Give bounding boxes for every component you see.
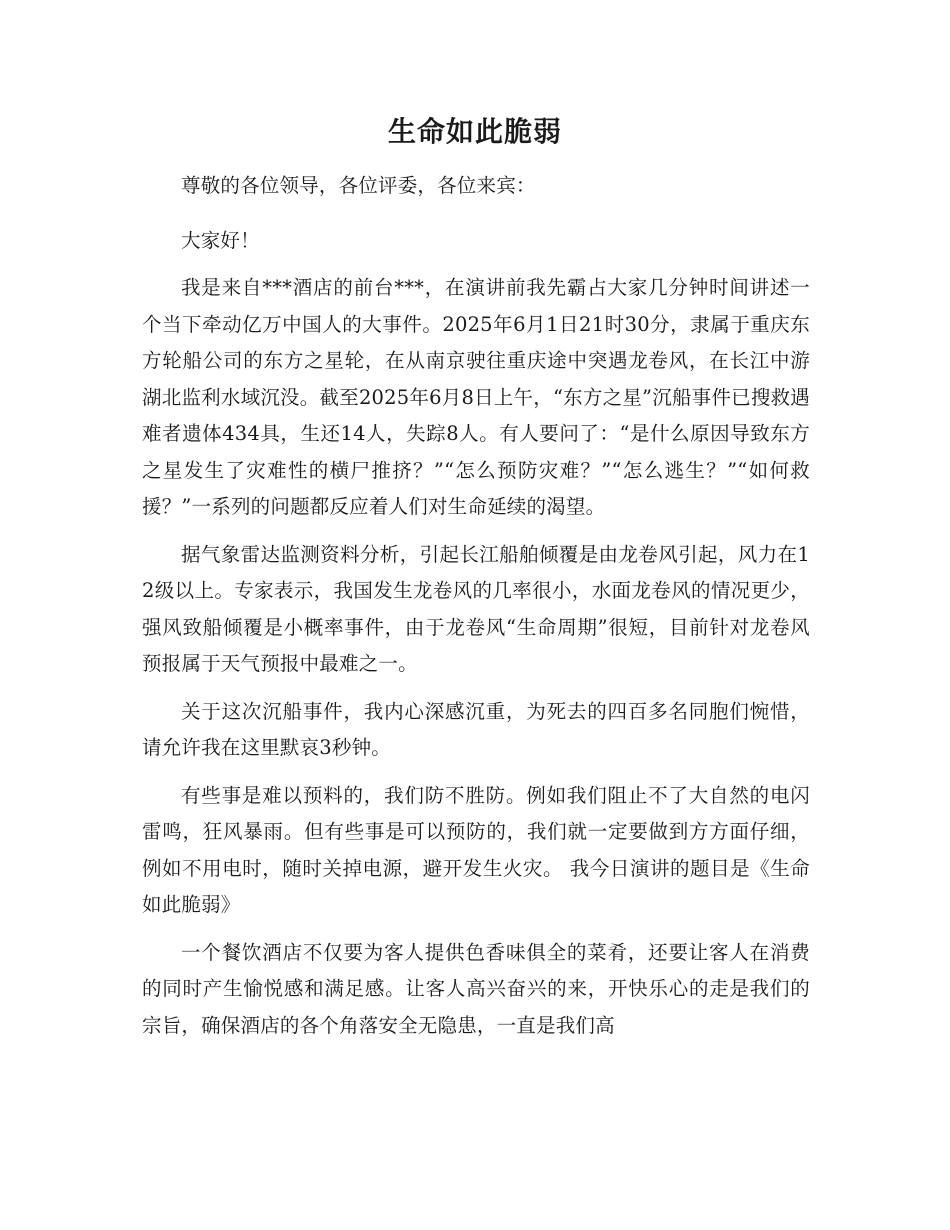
body-paragraph: 我是来自***酒店的前台***，在演讲前我先霸占大家几分钟时间讲述一个当下牵动亿万中国人的大事件。2025年6月1日21时30分，隶属于重庆东方轮船公司的东方之星轮，在从南京驶往重庆途中突遇龙卷风，在长江中游湖北监利水域沉没。截至2025年6月8日上午，“东方之星”沉船事件已搜救遇难者遗体434具，生还14人，失踪8人。有人要问了：“是什么原因导致东方之星发生了灾难性的横尸推挤？”“怎么预防灾难？”“怎么逃生？”“如何救援？”一系列的问题都反应着人们对生命延续的渴望。 [142,276,810,518]
body-paragraph: 一个餐饮酒店不仅要为客人提供色香味俱全的菜肴，还要让客人在消费的同时产生愉悦感和满足感。让客人高兴奋兴的来，开快乐心的走是我们的宗旨，确保酒店的各个角落安全无隐患，一直是我们高 [142,940,810,1037]
body-paragraph: 关于这次沉船事件，我内心深感沉重，为死去的四百多名同胞们惋惜，请允许我在这里默哀3秒钟。 [142,699,810,759]
body-paragraph: 据气象雷达监测资料分析，引起长江船舶倾覆是由龙卷风引起，风力在12级以上。专家表示，我国发生龙卷风的几率很小，水面龙卷风的情况更少，强风致船倾覆是小概率事件，由于龙卷风“生命周期”很短，目前针对龙卷风预报属于天气预报中最难之一。 [142,542,810,675]
document-body [142,168,810,1055]
document-title: 生命如此脆弱 [387,115,562,148]
greeting-paragraph: 大家好！ [181,228,260,252]
salutation-paragraph: 尊敬的各位领导，各位评委，各位来宾： [181,174,536,197]
body-paragraph: 有些事是难以预料的，我们防不胜防。例如我们阻止不了大自然的电闪雷鸣，狂风暴雨。但有些事是可以预防的，我们就一定要做到方方面仔细，例如不用电时，随时关掉电源，避开发生火灾。 我今日演讲的题目是《生命如此脆弱》 [142,783,810,916]
